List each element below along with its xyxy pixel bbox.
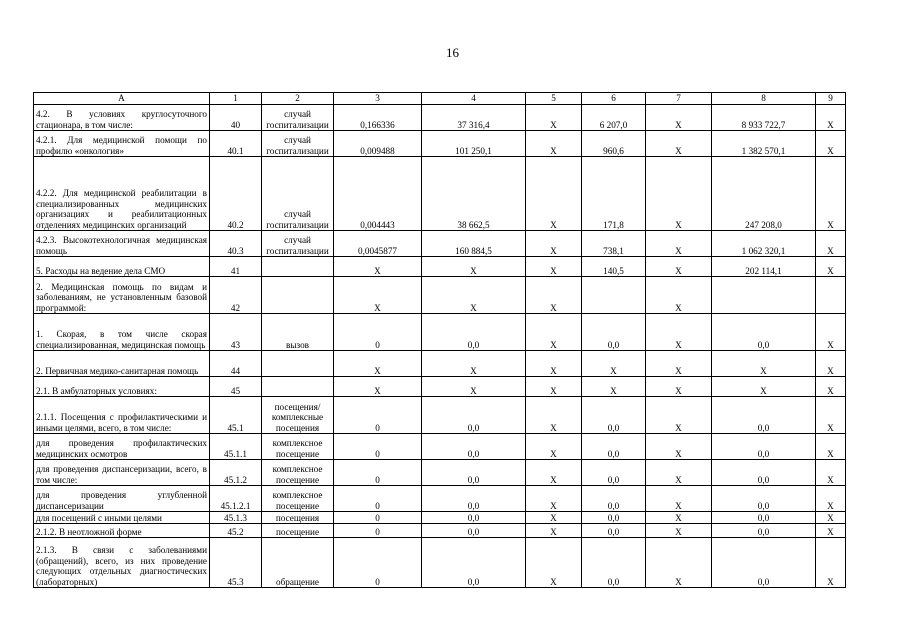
table-cell-description: 4.2.2. Для медицинской реабилитации в специализированных медицинских организациях и реабилитационных отделениях медицинских организаций xyxy=(34,157,210,231)
table-cell-col-3: 0,0045877 xyxy=(334,231,422,257)
table-cell-col-4: 0,0 xyxy=(422,434,526,460)
table-cell-col-5: Х xyxy=(526,105,582,131)
table-cell-col-7: Х xyxy=(646,434,712,460)
table-cell-col-5: Х xyxy=(526,486,582,512)
table-cell-col-7: Х xyxy=(646,486,712,512)
table-cell-col-6: Х xyxy=(582,351,646,377)
table-cell-description: 2. Медицинская помощь по видам и заболеваниям, не установленным базовой программой: xyxy=(34,277,210,314)
table-cell-description: 2. Первичная медико-санитарная помощь xyxy=(34,351,210,377)
table-cell-description: 2.1. В амбулаторных условиях: xyxy=(34,377,210,397)
table-row xyxy=(34,314,846,351)
table-cell-col-4: 0,0 xyxy=(422,460,526,486)
table-cell-col-4: 0,0 xyxy=(422,397,526,434)
table-cell-col-4: 0,0 xyxy=(422,486,526,512)
table-cell-col-6: 6 207,0 xyxy=(582,105,646,131)
table-cell-col-2: обращение xyxy=(262,538,334,588)
table-cell-description: 2.1.3. В связи с заболеваниями (обращений), всего, из них проведение следующих отдельных диагностических (лабораторных) xyxy=(34,538,210,588)
table-cell-description: 4.2.3. Высокотехнологичная медицинская помощь xyxy=(34,231,210,257)
table-cell-col-4: 0,0 xyxy=(422,512,526,524)
table-cell-description: 2.1.2. В неотложной форме xyxy=(34,524,210,538)
table-row xyxy=(34,538,846,588)
table-cell-col-6: 738,1 xyxy=(582,231,646,257)
table-cell-col-5: Х xyxy=(526,157,582,231)
table-cell-col-8: 8 933 722,7 xyxy=(712,105,816,131)
table-cell-col-3: 0 xyxy=(334,524,422,538)
table-row xyxy=(34,351,846,377)
table-cell-col-5: Х xyxy=(526,538,582,588)
table-cell-col-9: Х xyxy=(816,486,846,512)
table-row xyxy=(34,105,846,131)
table-cell-description: 2.1.1. Посещения с профилактическими и иными целями, всего, в том числе: xyxy=(34,397,210,434)
table-cell-col-3: Х xyxy=(334,277,422,314)
table-cell-col-3: Х xyxy=(334,257,422,277)
table-cell-col-7: Х xyxy=(646,460,712,486)
table-cell-col-6: 0,0 xyxy=(582,512,646,524)
table-cell-col-8: 0,0 xyxy=(712,434,816,460)
table-cell-col-2: комплексное посещение xyxy=(262,434,334,460)
table-cell-col-9: Х xyxy=(816,538,846,588)
table-cell-col-8: 202 114,1 xyxy=(712,257,816,277)
table-cell-col-3: 0 xyxy=(334,486,422,512)
table-cell-col-6: 0,0 xyxy=(582,524,646,538)
table-cell-col-2: случай госпитализации xyxy=(262,131,334,157)
table-cell-col-6: 0,0 xyxy=(582,538,646,588)
table-cell-col-8: 247 208,0 xyxy=(712,157,816,231)
table-cell-col-7: Х xyxy=(646,538,712,588)
column-header: 7 xyxy=(646,93,712,105)
table-row xyxy=(34,434,846,460)
table-cell-col-1: 43 xyxy=(210,314,262,351)
table-cell-col-4: 160 884,5 xyxy=(422,231,526,257)
table-cell-col-8: 0,0 xyxy=(712,524,816,538)
table-cell-col-4: Х xyxy=(422,257,526,277)
table-header-row xyxy=(34,93,846,105)
table-cell-description: для проведения диспансеризации, всего, в том числе: xyxy=(34,460,210,486)
table-cell-col-3: 0 xyxy=(334,397,422,434)
table-cell-col-9: Х xyxy=(816,434,846,460)
table-cell-col-6: 0,0 xyxy=(582,486,646,512)
column-header: 5 xyxy=(526,93,582,105)
table-cell-col-2: посещение xyxy=(262,524,334,538)
column-header: 4 xyxy=(422,93,526,105)
table-cell-col-7: Х xyxy=(646,524,712,538)
table-cell-col-8: Х xyxy=(712,351,816,377)
table-cell-col-7: Х xyxy=(646,157,712,231)
column-header: 3 xyxy=(334,93,422,105)
table-cell-col-7: Х xyxy=(646,512,712,524)
table-cell-col-5: Х xyxy=(526,314,582,351)
table-cell-col-6: 0,0 xyxy=(582,397,646,434)
column-header: А xyxy=(34,93,210,105)
table-cell-col-7: Х xyxy=(646,105,712,131)
table-cell-col-8: 0,0 xyxy=(712,460,816,486)
table-cell-col-2: комплексное посещение xyxy=(262,486,334,512)
table-cell-col-1: 41 xyxy=(210,257,262,277)
table-cell-description: 4.2.1. Для медицинской помощи по профилю «онкология» xyxy=(34,131,210,157)
table-cell-col-1: 45.1.3 xyxy=(210,512,262,524)
column-header: 9 xyxy=(816,93,846,105)
table-cell-description: для проведения профилактических медицинских осмотров xyxy=(34,434,210,460)
table-cell-col-9: Х xyxy=(816,512,846,524)
table-cell-col-8: 1 382 570,1 xyxy=(712,131,816,157)
table-cell-col-1: 45.1.2 xyxy=(210,460,262,486)
table-cell-col-1: 45 xyxy=(210,377,262,397)
table-cell-col-9: Х xyxy=(816,257,846,277)
table-cell-col-3: 0,166336 xyxy=(334,105,422,131)
table-cell-col-2 xyxy=(262,351,334,377)
page-number: 16 xyxy=(446,45,459,60)
table-cell-col-1: 44 xyxy=(210,351,262,377)
table-cell-col-4: Х xyxy=(422,277,526,314)
table-cell-col-3: 0,004443 xyxy=(334,157,422,231)
table-cell-col-8: 0,0 xyxy=(712,397,816,434)
table-cell-col-6: 960,6 xyxy=(582,131,646,157)
column-header: 8 xyxy=(712,93,816,105)
table-cell-col-9: Х xyxy=(816,131,846,157)
table-cell-col-8: 0,0 xyxy=(712,538,816,588)
table-cell-col-3: 0 xyxy=(334,434,422,460)
table-cell-col-1: 40.1 xyxy=(210,131,262,157)
table-cell-col-5: Х xyxy=(526,397,582,434)
table-cell-col-2: посещения/ комплексные посещения xyxy=(262,397,334,434)
table-cell-col-1: 45.1.1 xyxy=(210,434,262,460)
table-row xyxy=(34,397,846,434)
table-cell-col-5: Х xyxy=(526,512,582,524)
table-cell-col-6: 140,5 xyxy=(582,257,646,277)
table-cell-col-3: Х xyxy=(334,377,422,397)
table-cell-col-9: Х xyxy=(816,524,846,538)
table-cell-col-1: 45.2 xyxy=(210,524,262,538)
table-cell-col-5: Х xyxy=(526,460,582,486)
column-header: 2 xyxy=(262,93,334,105)
table-cell-col-5: Х xyxy=(526,131,582,157)
table-cell-col-2 xyxy=(262,377,334,397)
table-cell-col-4: 37 316,4 xyxy=(422,105,526,131)
table-cell-col-9: Х xyxy=(816,231,846,257)
table-cell-col-9: Х xyxy=(816,314,846,351)
table-cell-col-9: Х xyxy=(816,377,846,397)
table-cell-col-6: 0,0 xyxy=(582,314,646,351)
table-cell-col-2: комплексное посещение xyxy=(262,460,334,486)
table-cell-col-7: Х xyxy=(646,397,712,434)
table-cell-col-8: 0,0 xyxy=(712,512,816,524)
table-row xyxy=(34,524,846,538)
table-cell-col-9: Х xyxy=(816,460,846,486)
table-cell-col-8: 1 062 320,1 xyxy=(712,231,816,257)
table-cell-col-1: 45.1 xyxy=(210,397,262,434)
table-cell-description: для проведения углубленной диспансеризации xyxy=(34,486,210,512)
table-row xyxy=(34,157,846,231)
table-cell-col-6: Х xyxy=(582,377,646,397)
data-table xyxy=(33,92,846,588)
table-cell-col-4: 0,0 xyxy=(422,538,526,588)
table-cell-col-8: 0,0 xyxy=(712,314,816,351)
table-cell-col-2: вызов xyxy=(262,314,334,351)
table-cell-col-5: Х xyxy=(526,257,582,277)
table-cell-col-4: Х xyxy=(422,351,526,377)
table-row xyxy=(34,131,846,157)
table-cell-col-5: Х xyxy=(526,351,582,377)
table-row xyxy=(34,377,846,397)
table-cell-col-1: 40.3 xyxy=(210,231,262,257)
table-row xyxy=(34,231,846,257)
table-cell-col-6: 171,8 xyxy=(582,157,646,231)
table-cell-col-2: посещения xyxy=(262,512,334,524)
table-cell-col-1: 45.1.2.1 xyxy=(210,486,262,512)
table-cell-col-8 xyxy=(712,277,816,314)
table-row xyxy=(34,460,846,486)
table-cell-col-2 xyxy=(262,277,334,314)
table-cell-col-3: 0,009488 xyxy=(334,131,422,157)
table-cell-description: 1. Скорая, в том числе скорая специализированная, медицинская помощь xyxy=(34,314,210,351)
table-cell-col-3: 0 xyxy=(334,460,422,486)
table-cell-col-8: Х xyxy=(712,377,816,397)
table-cell-col-4: 0,0 xyxy=(422,524,526,538)
table-row xyxy=(34,277,846,314)
column-header: 1 xyxy=(210,93,262,105)
table-cell-col-6: 0,0 xyxy=(582,460,646,486)
table-row xyxy=(34,512,846,524)
table-cell-col-7: Х xyxy=(646,131,712,157)
table-cell-description: 4.2. В условиях круглосуточного стационара, в том числе: xyxy=(34,105,210,131)
table-cell-description: 5. Расходы на ведение дела СМО xyxy=(34,257,210,277)
table-cell-col-5: Х xyxy=(526,377,582,397)
table-cell-col-7: Х xyxy=(646,257,712,277)
table-cell-col-3: 0 xyxy=(334,512,422,524)
column-header: 6 xyxy=(582,93,646,105)
table-cell-col-3: 0 xyxy=(334,538,422,588)
table-cell-col-4: 101 250,1 xyxy=(422,131,526,157)
table-cell-col-5: Х xyxy=(526,231,582,257)
table-cell-col-3: 0 xyxy=(334,314,422,351)
table-cell-col-4: 38 662,5 xyxy=(422,157,526,231)
table-cell-col-8: 0,0 xyxy=(712,486,816,512)
table-cell-col-3: Х xyxy=(334,351,422,377)
table-cell-col-1: 40 xyxy=(210,105,262,131)
table-cell-col-5: Х xyxy=(526,524,582,538)
table-cell-col-6 xyxy=(582,277,646,314)
table-cell-col-7: Х xyxy=(646,377,712,397)
table-cell-col-9 xyxy=(816,277,846,314)
table-cell-col-9: Х xyxy=(816,397,846,434)
table-cell-col-9: Х xyxy=(816,351,846,377)
table-cell-col-2: случай госпитализации xyxy=(262,105,334,131)
table-cell-col-1: 42 xyxy=(210,277,262,314)
table-cell-col-4: Х xyxy=(422,377,526,397)
table-cell-col-7: Х xyxy=(646,231,712,257)
table-cell-col-7: Х xyxy=(646,314,712,351)
table-cell-col-1: 45.3 xyxy=(210,538,262,588)
table-cell-description: для посещений с иными целями xyxy=(34,512,210,524)
table-cell-col-5: Х xyxy=(526,277,582,314)
table-cell-col-2 xyxy=(262,257,334,277)
table-row xyxy=(34,257,846,277)
table-cell-col-7: Х xyxy=(646,277,712,314)
table-cell-col-1: 40.2 xyxy=(210,157,262,231)
table-cell-col-4: 0,0 xyxy=(422,314,526,351)
table-cell-col-6: 0,0 xyxy=(582,434,646,460)
table-cell-col-7: Х xyxy=(646,351,712,377)
table-cell-col-2: случай госпитализации xyxy=(262,157,334,231)
table-cell-col-9: Х xyxy=(816,157,846,231)
table-cell-col-9: Х xyxy=(816,105,846,131)
table-cell-col-2: случай госпитализации xyxy=(262,231,334,257)
table-row xyxy=(34,486,846,512)
table-cell-col-5: Х xyxy=(526,434,582,460)
